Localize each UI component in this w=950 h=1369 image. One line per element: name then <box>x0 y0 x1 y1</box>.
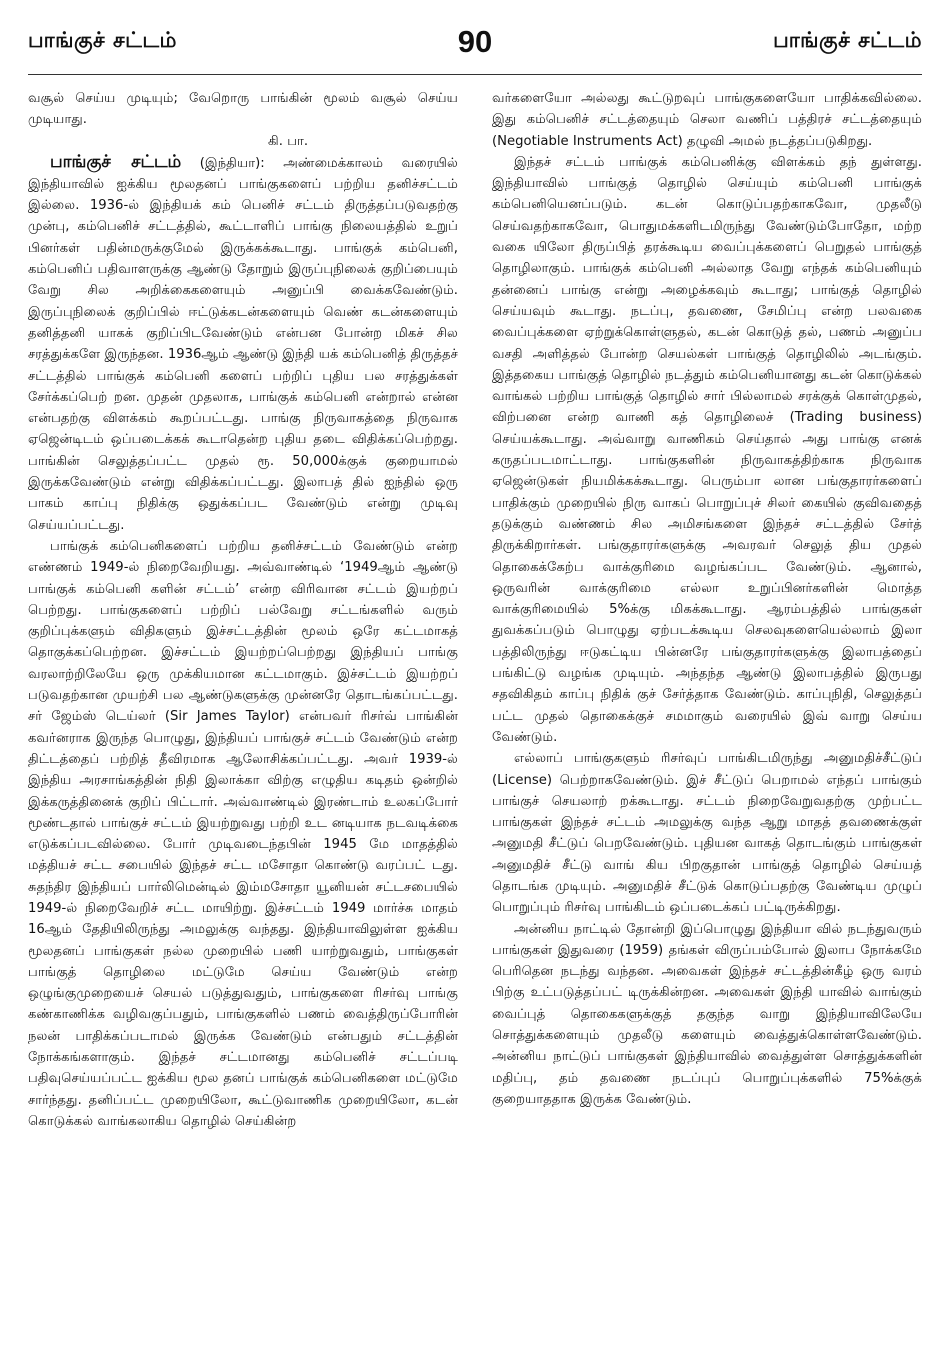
left-column <box>28 88 458 1358</box>
entry-paragraph-2: பாங்குக் கம்பெனிகளைப் பற்றிய தனிச்சட்டம் வேண்டும் என்ற எண்ணம் 1949-ல் நிறைவேறியது. அவ்வாண்டில் ‘1949ஆம் ஆண்டு பாங்குக் கம்பெனி களின் சட்டம்’ என்ற விரிவான சட்டம் இயற்றப் பெற்றது. பாங்குகளைப் பற்றிப் பல்வேறு சட்டங்களில் வரும் குறிப்புக்களும் விதிகளும் இச்சட்டத்தின் மூலம் ஒரே கட்டமாகத் தொகுக்கப்பெற்றன. இச்சட்டம் இயற்றப்பெற்றது இந்தியப் பாங்கு வரலாற்றிலேயே ஒரு முக்கியமான கட்டமாகும். இச்சட்டம் இயற்றப் படுவதற்கான முயற்சி பல ஆண்டுகளுக்கு முன்னரே தொடங்கப்பட்டது. சர் ஜேம்ஸ் டெய்லர் (Sir James Taylor) என்பவர் ரிசர்வ் பாங்கின் கவர்னராக இருந்த பொழுது, இந்தியப் பாங்குச் சட்டம் வேண்டும் என்ற திட்டத்தைப் பற்றித் தீவிரமாக ஆலோசிக்கப்பட்டது. அவர் 1939-ல் இந்திய அரசாங்கத்தின் நிதி இலாக்கா விற்கு எழுதிய கடிதம் ஒன்றில் இக்கருத்தினைக் குறிப் பிட்டார். அவ்வாண்டில் இரண்டாம் உலகப்போர் மூண்டதால் பாங்குச் சட்டம் இயற்றுவது பற்றி உட னடியாக நடவடிக்கை எடுக்கப்படவில்லை. போர் முடிவடைந்தபின் 1945 மே மாதத்தில் மத்தியச் சட்ட சபையில் இந்தச் சட்ட மசோதா கொண்டு வரப்பட் டது. சுதந்திர இந்தியப் பார்லிமென்டில் இம்மசோதா யூனியன் சட்டசபையில் 1949-ல் நிறைவேறிச் சட்ட மாயிற்று. இச்சட்டம் 1949 மார்ச்சு மாதம் 16ஆம் தேதியிலிருந்து அமலுக்கு வந்தது. இந்தியாவிலுள்ள ஐக்கிய மூலதனப் பாங்குகள் நல்ல முறையில் பணி யாற்றுவதும், பாங்குகள் பாங்குத் தொழிலை மட்டுமே செய்ய வேண்டும் என்ற ஒழுங்குமுறையைச் செயல் படுத்துவதும், பாங்குகளை ரிசர்வு பாங்கு கண்காணிக்க வழிவகுப்பதும், பாங்குகளில் பணம் வைத்திருப்போரின் நலன் பாதிக்கப்படாமல் இருக்க வேண்டும் என்பதும் சட்டத்தின் நோக்கங்களாகும். இந்தச் சட்டமானது கம்பெனிச் சட்டப்படி பதிவுசெய்யப்பட்ட ஐக்கிய மூல தனப் பாங்குக் கம்பெனிகளை மட்டுமே சார்ந்தது. தனிப்பட்ட முறையிலோ, கூட்டுவாணிக முறையிலோ, கடன் கொடுக்கல் வாங்கலாகிய தொழில் செய்கின்ற <box>28 538 458 1129</box>
page-number: 90 <box>457 24 493 59</box>
entry-qualifier: (இந்தியா): <box>181 155 284 171</box>
page-header <box>0 0 950 64</box>
entry-paragraph-1 <box>28 152 458 536</box>
entry-body-text: அண்மைக்காலம் வரையில் இந்தியாவில் ஐக்கிய மூலதனப் பாங்குகளைப் பற்றிய தனிச்சட்டம் இல்லை. 1936-ல் இந்தியக் கம் பெனிச் சட்டம் திருத்தப்படுவதற்கு முன்பு, கம்பெனிச் சட்டத்தில், கூட்டாளிப் பாங்கு நிலையத்தில் உறுப் பினர்கள் பதின்மருக்குமேல் இருக்கக்கூடாது. பாங்குக் கம்பெனி, கம்பெனிப் பதிவாளருக்கு ஆண்டு தோறும் இருப்புநிலைக் குறிப்பையும் வேறு சில அறிக்கைகளையும் அனுப்பி வைக்கவேண்டும். இருப்புநிலைக் குறிப்பில் ஈட்டுக்கடன்களையும் வெண் கடன்களையும் தனித்தனி யாகக் குறிப்பிடவேண்டும் என்பன போன்ற மிகச் சில சரத்துக்களே இருந்தன. 1936ஆம் ஆண்டு இந்தி யக் கம்பெனித் திருத்தச் சட்டத்தில் பாங்குக் கம்பெனி களைப் பற்றிப் புதிய பல சரத்துக்கள் சேர்க்கப்பெற் றன. முதன் முதலாக, பாங்குக் கம்பெனி என்றால் என்ன என்பதற்கு விளக்கம் கூறப்பட்டது. பாங்கு நிருவாகத்தை நிருவாக ஏஜென்டிடம் ஒப்படைக்கக் கூடாதென்ற புதிய தடை விதிக்கப்பெற்றது. பாங்கின் செலுத்தப்பட்ட முதல் ரூ. 50,000க்குக் குறையாமல் இருக்கவேண்டும் என்று விதிக்கப்பட்டது. இலாபத் தில் ஐந்தில் ஒரு பாகம் காப்பு நிதிக்கு ஒதுக்கப்பட வேண்டும் என்று முடிவு செய்யப்பட்டது. <box>28 155 458 533</box>
author-signature: கி. பா. <box>268 133 309 149</box>
header-divider <box>28 74 922 75</box>
right-paragraph-1: வர்களையோ அல்லது கூட்டுறவுப் பாங்குகளையோ பாதிக்கவில்லை. இது கம்பெனிச் சட்டத்தையும் செலா வணிப் பத்திரச் சட்டத்தையும் (Negotiable Instruments Act) தழுவி அமல் நடத்தப்படுகிறது. <box>492 91 922 149</box>
right-column <box>492 88 922 1358</box>
running-title-right: பாங்குச் சட்டம் <box>773 28 922 52</box>
right-paragraph-2: இந்தச் சட்டம் பாங்குக் கம்பெனிக்கு விளக்கம் தந் துள்ளது. இந்தியாவில் பாங்குத் தொழில் செய்யும் கம்பெனி பாங்குக் கம்பெனியெனப்படும். கடன் கொடுப்பதற்காகவோ, முதலீடு செய்வதற்காகவோ, பொதுமக்களிடமிருந்து வேண்டும்போதோ, மற்ற வகை யிலோ திருப்பித் தரக்கூடிய வைப்புக்களைப் பெறுதல் பாங்குத் தொழிலாகும். பாங்குக் கம்பெனி அல்லாத வேறு எந்தக் கம்பெனியும் தன்னைப் பாங்கு என்று அழைக்கவும் கூடாது; பாங்குத் தொழில் செய்யவும் கூடாது. நடப்பு, தவணை, சேமிப்பு என்ற பலவகை வைப்புக்களை ஏற்றுக்கொள்ளுதல், கடன் கொடுத் தல், பணம் அனுப்ப வசதி அளித்தல் போன்ற செயல்கள் பாங்குத் தொழிலில் அடங்கும். இத்தகைய பாங்குத் தொழில் நடத்தும் கம்பெனியானது கடன் கொடுக்கல் வாங்கல் பற்றிய பாங்குத் தொழில் சார் பில்லாமல் சரக்குக் கொள்முதல், விற்பனை என்ற வாணி கத் தொழிலைச் (Trading business) செய்யக்கூடாது. அவ்வாறு வாணிகம் செய்தால் அது பாங்கு எனக் கருதப்படமாட்டாது. பாங்குகளின் நிருவாகத்திற்காக நிருவாக ஏஜென்டுகள் நியமிக்கக்கூடாது. பெரும்பா லான பங்குதாரர்களைப் பாதிக்கும் முறையில் நிரு வாகப் பொறுப்புச் சிலர் கையில் குவிவதைத் தடுக்கும் வண்ணம் சில அமிசங்களை இந்தச் சட்டத்தில் சேர்த் திருக்கிறார்கள். பங்குதாரர்களுக்கு அவரவர் செலுத் திய முதல் தொகைக்கேற்ப வாக்குரிமை வழங்கப்பட வேண்டும். ஆனால், ஒருவரின் வாக்குரிமை எல்லா உறுப்பினர்களின் மொத்த வாக்குரிமையில் 5%க்கு மிகக்கூடாது. ஆரம்பத்தில் பாங்குகள் துவக்கப்படும் பொழுது ஏற்படக்கூடிய செலவுகளையெல்லாம் இலா பத்திலிருந்து ஈடுகட்டிய பின்னரே பங்குதாரர்களுக்கு இலாபத்தைப் பங்கிட்டு வழங்க முடியும். அந்தந்த ஆண்டு இலாபத்தில் இருபது சதவிகிதம் காப்பு நிதிக் குச் சேர்த்தாக வேண்டும். காப்புநிதி, செலுத்தப் பட்ட முதல் தொகைக்குச் சமமாகும் வரையில் இவ் வாறு செய்ய வேண்டும். <box>492 154 922 745</box>
right-paragraph-4: அன்னிய நாட்டில் தோன்றி இப்பொழுது இந்தியா வில் நடந்துவரும் பாங்குகள் இதுவரை (1959) தங்கள் விருப்பம்போல் இலாப நோக்கமே பெரிதென நடந்து வந்தன. அவைகள் இந்தச் சட்டத்தின்கீழ் ஒரு வரம் பிற்கு உட்படுத்தப்பட் டிருக்கின்றன. அவைகள் இந்தி யாவில் வாங்கும் வைப்புத் தொகைகளுக்குத் தகுந்த வாறு இந்தியாவிலேயே சொத்துக்களையும் முதலீடு களையும் வைத்துக்கொள்ளவேண்டும். அன்னிய நாட்டுப் பாங்குகள் இந்தியாவில் வைத்துள்ள சொத்துக்களின் மதிப்பு, தம் தவணை நடப்புப் பொறுப்புக்களில் 75%க்குக் குறையாததாக இருக்க வேண்டும். <box>492 921 922 1107</box>
right-paragraph-3: எல்லாப் பாங்குகளும் ரிசர்வுப் பாங்கிடமிருந்து அனுமதிச்சீட்டுப் (License) பெற்றாகவேண்டும். இச் சீட்டுப் பெறாமல் எந்தப் பாங்கும் பாங்குச் செயலாற் றக்கூடாது. சட்டம் நிறைவேறுவதற்கு முற்பட்ட பாங்குகள் இந்தச் சட்டம் அமலுக்கு வந்த ஆறு மாதத் தவணைக்குள் அனுமதி சீட்டுப் பெறவேண்டும். புதியன வாகத் தொடங்கும் பாங்குகள் அனுமதிச் சீட்டு வாங் கிய பிறகுதான் பாங்குத் தொழில் செய்யத் தொடங்க முடியும். அனுமதிச் சீட்டுக் கொடுப்பதற்கு வேண்டிய முழுப் பொறுப்பும் ரிசர்வு பாங்கிடம் ஒப்படைக்கப் பட்டிருக்கிறது. <box>492 751 922 916</box>
entry-heading: பாங்குச் சட்டம் <box>50 151 182 172</box>
author-signature-row <box>28 131 458 152</box>
running-title-left: பாங்குச் சட்டம் <box>28 28 177 52</box>
continued-text: வசூல் செய்ய முடியும்; வேறொரு பாங்கின் மூலம் வசூல் செய்ய முடியாது. <box>28 91 458 128</box>
